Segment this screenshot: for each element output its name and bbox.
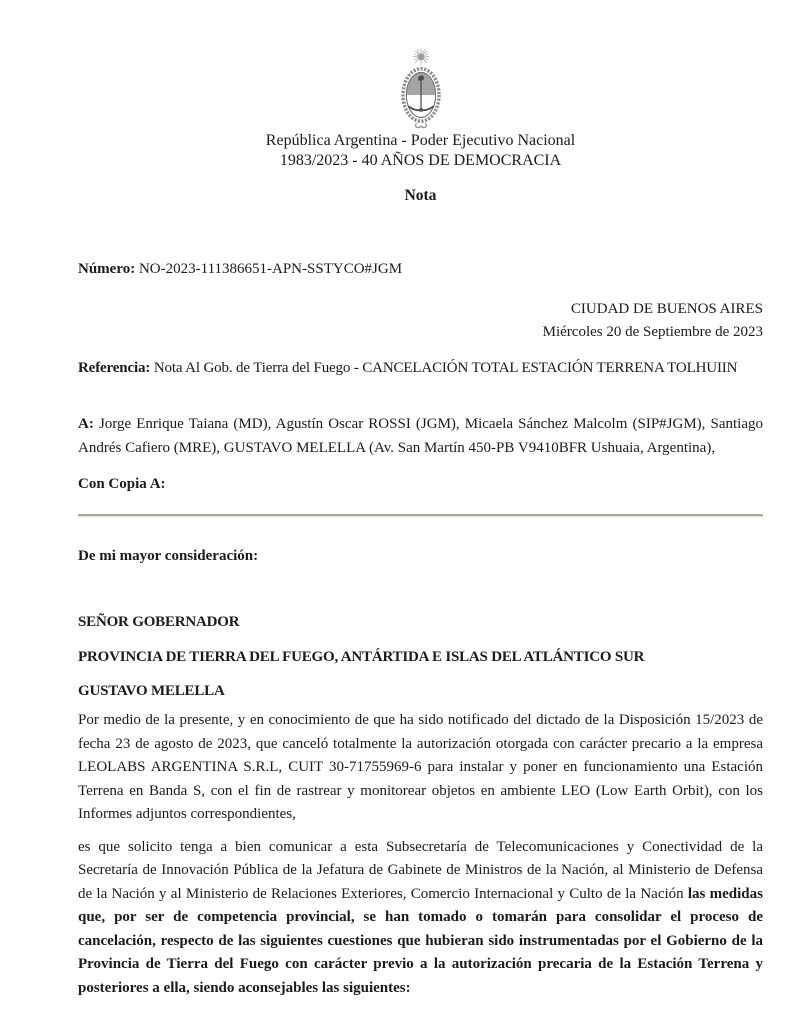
numero-value: NO-2023-111386651-APN-SSTYCO#JGM <box>138 261 403 277</box>
paragraph-2-regular-text: es que solicito tenga a bien comunicar a esta Subsecretaría de Telecomunicaciones y Conectividad de la Secretaría de Innovación Pública de la Jefatura de Gabinete de Ministros de la Nación, al Ministerio de Defensa de la Nación y al Ministerio de Relaciones Exteriores, Comercio Internacional y Culto de la Nación <box>78 838 763 902</box>
body-paragraph-2 <box>78 836 763 1001</box>
recipients-block <box>78 412 763 460</box>
horizontal-divider <box>78 514 763 516</box>
org-name-line: República Argentina - Poder Ejecutivo Nacional <box>265 132 576 149</box>
addressee-title: SEÑOR GOBERNADOR <box>78 614 240 630</box>
democracy-anniversary-line: 1983/2023 - 40 AÑOS DE DEMOCRACIA <box>279 152 562 169</box>
addressee-province: PROVINCIA DE TIERRA DEL FUEGO, ANTÁRTIDA E ISLAS DEL ATLÁNTICO SUR <box>78 649 645 665</box>
city-line: CIUDAD DE BUENOS AIRES <box>570 301 763 317</box>
document-header <box>78 47 763 206</box>
salutation-line: De mi mayor consideración: <box>78 548 259 564</box>
document-number-line <box>78 259 763 280</box>
argentina-coat-of-arms-icon <box>386 47 456 131</box>
date-line: Miércoles 20 de Septiembre de 2023 <box>542 323 763 340</box>
reference-line <box>78 358 763 379</box>
referencia-value: Nota Al Gob. de Tierra del Fuego - CANCELACIÓN TOTAL ESTACIÓN TERRENA TOLHUIIN <box>153 360 738 376</box>
referencia-label: Referencia: <box>78 360 151 376</box>
numero-label: Número: <box>78 261 136 277</box>
document-type-title: Nota <box>404 187 437 204</box>
body-paragraph-1: Por medio de la presente, y en conocimiento de que ha sido notificado del dictado de la Disposición 15/2023 de fecha 23 de agosto de 2023, que canceló totalmente la autorización otorgada con carácter precario a la empresa LEOLABS ARGENTINA S.R.L, CUIT 30-71755969-6 para instalar y poner en funcionamiento una Estación Terrena en Banda S, con el fin de rastrear y monitorear objetos en ambiente LEO (Low Earth Orbit), con los Informes adjuntos correspondientes, <box>78 712 763 822</box>
place-date-block <box>78 298 763 343</box>
cc-label: Con Copia A: <box>78 476 166 492</box>
to-value: Jorge Enrique Taiana (MD), Agustín Oscar ROSSI (JGM), Micaela Sánchez Malcolm (SIP#JGM), Santiago Andrés Cafiero (MRE), GUSTAVO MELELLA (Av. San Martín 450-PB V9410BFR Ushuaia, Argentina), <box>78 416 764 456</box>
to-label: A: <box>78 416 94 432</box>
paragraph-2-bold-text: las medidas que, por ser de competencia provincial, se han tomado o tomarán para consolidar el proceso de cancelación, respecto de las siguientes cuestiones que hubieran sido instrumentadas por el Gobierno de la Provincia de Tierra del Fuego con carácter previo a la autorización precaria de la Estación Terrena y posteriores a ella, siendo aconsejables las siguientes: <box>78 885 763 996</box>
addressee-name: GUSTAVO MELELLA <box>78 683 225 699</box>
